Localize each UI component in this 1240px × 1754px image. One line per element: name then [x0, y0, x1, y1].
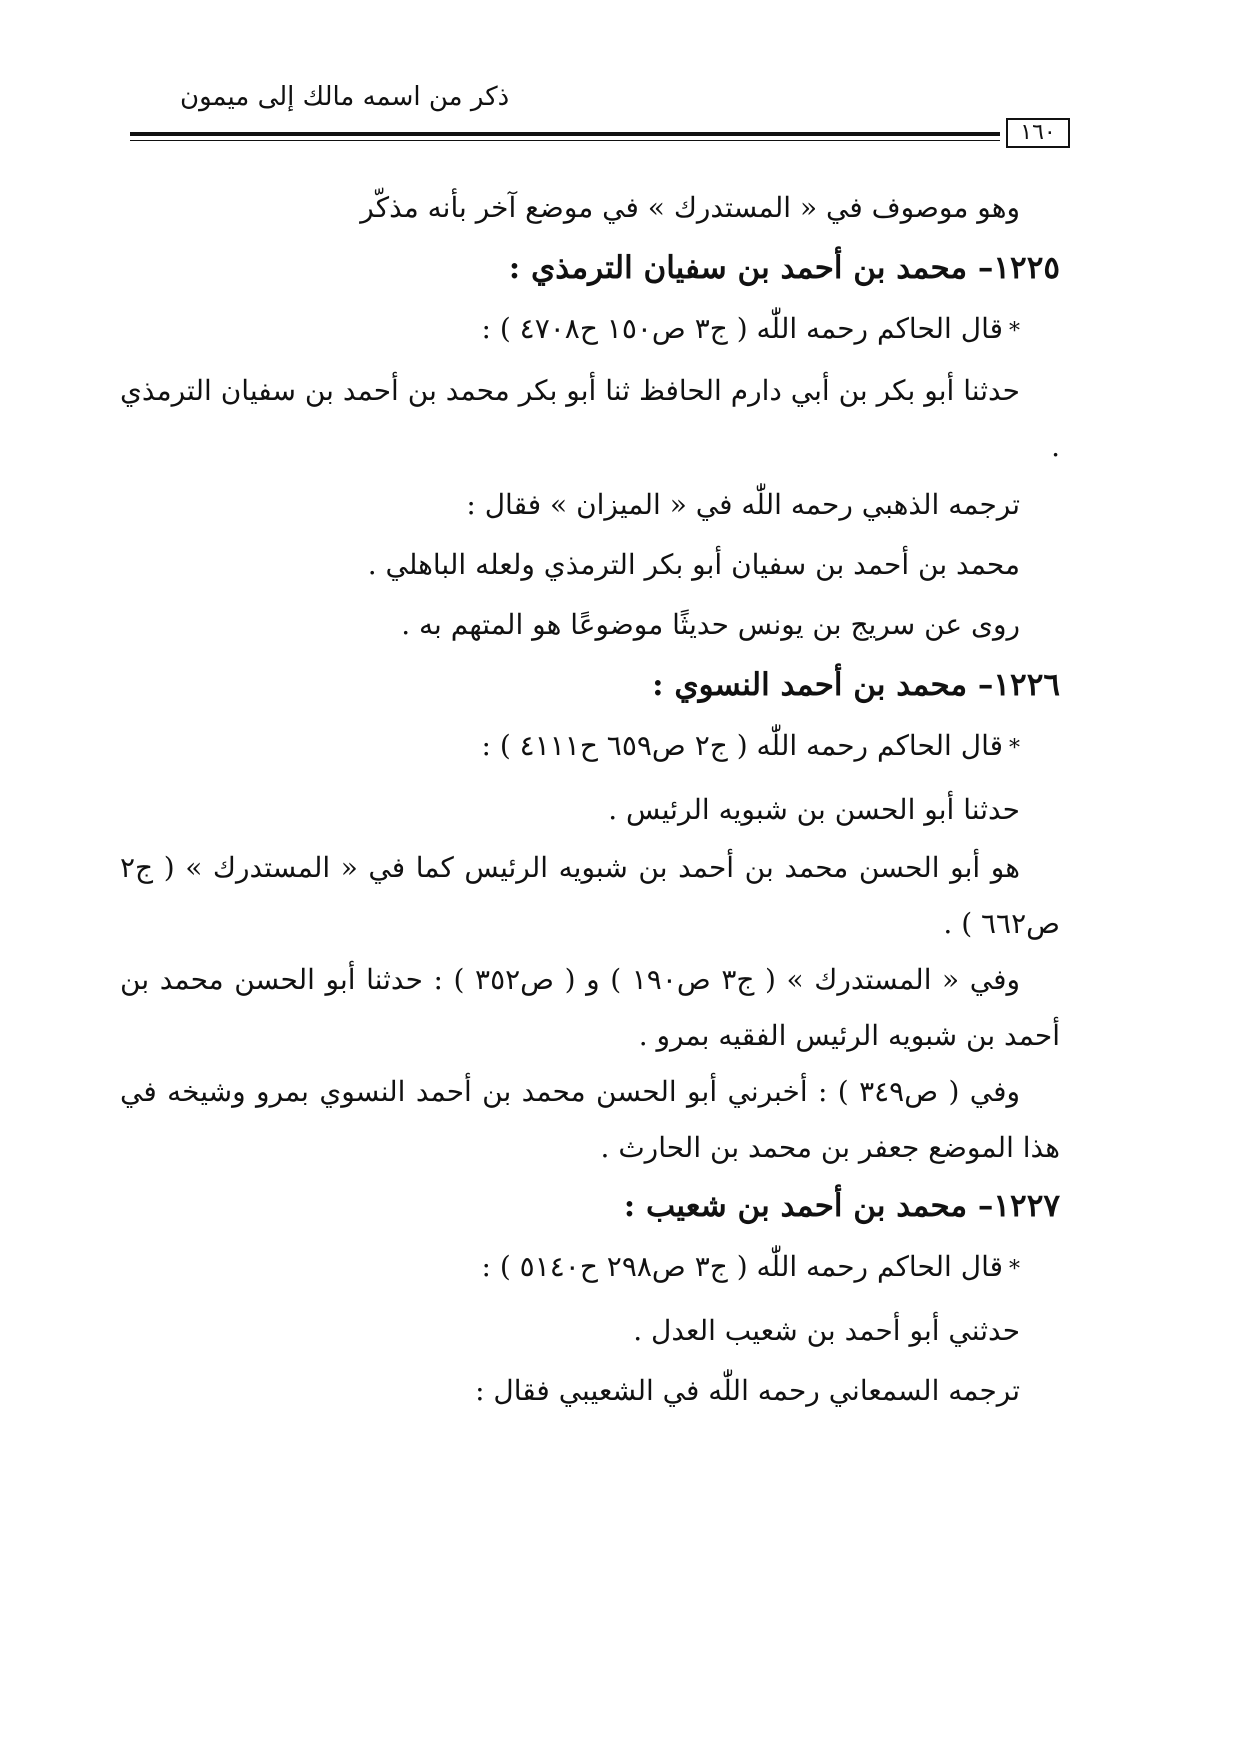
paragraph-text: وفي « المستدرك » ( ج٣ ص١٩٠ ) و ( ص٣٥٢ ) : حدثنا أبو الحسن محمد بن أحمد بن شبويه الرئيس الفقيه بمرو . — [120, 963, 1060, 1052]
asterisk-marker: * — [1009, 1257, 1020, 1282]
paragraph: محمد بن أحمد بن سفيان أبو بكر الترمذي ولعله الباهلي . — [367, 548, 1020, 581]
source-citation — [120, 298, 1060, 363]
paragraph-text: وفي ( ص٣٤٩ ) : أخبرني أبو الحسن محمد بن أحمد النسوي بمرو وشيخه في هذا الموضع جعفر بن محمد بن الحارث . — [120, 1075, 1060, 1164]
header-rule-thin — [130, 140, 1000, 141]
asterisk-marker: * — [1009, 736, 1020, 761]
source-citation-text: قال الحاكم رحمه اللّٰه ( ج٣ ص٢٩٨ ح٥١٤٠ ) : — [481, 1250, 1003, 1283]
paragraph — [120, 1064, 1060, 1176]
paragraph — [120, 363, 1060, 475]
paragraph: ترجمه السمعاني رحمه اللّٰه في الشعيبي فقال : — [475, 1374, 1020, 1407]
entry-heading-1226: ١٢٢٦– محمد بن أحمد النسوي : — [652, 667, 1060, 703]
header-title-wrap — [180, 80, 1060, 114]
running-header-title: ذكر من اسمه مالك إلى ميمون — [180, 82, 510, 112]
paragraph: حدثني أبو أحمد بن شعيب العدل . — [633, 1314, 1020, 1347]
asterisk-marker: * — [1009, 319, 1020, 344]
page-body — [120, 178, 1060, 1421]
page-number: ١٦٠ — [1006, 118, 1070, 148]
entry-heading-1225: ١٢٢٥– محمد بن أحمد بن سفيان الترمذي : — [508, 250, 1060, 286]
paragraph — [120, 952, 1060, 1064]
paragraph: وهو موصوف في « المستدرك » في موضع آخر بأنه مذكّر — [360, 191, 1020, 224]
paragraph: حدثنا أبو الحسن بن شبويه الرئيس . — [608, 793, 1020, 826]
header-rule-thick — [130, 132, 1000, 136]
paragraph: ترجمه الذهبي رحمه اللّٰه في « الميزان » فقال : — [466, 488, 1020, 521]
paragraph — [120, 840, 1060, 952]
source-citation — [120, 1236, 1060, 1301]
running-header — [180, 80, 1060, 114]
paragraph: روى عن سريج بن يونس حديثًا موضوعًا هو المتهم به . — [401, 608, 1020, 641]
paragraph-text: هو أبو الحسن محمد بن أحمد بن شبويه الرئيس كما في « المستدرك » ( ج٢ ص٦٦٢ ) . — [120, 851, 1060, 940]
source-citation-text: قال الحاكم رحمه اللّٰه ( ج٣ ص١٥٠ ح٤٧٠٨ ) : — [481, 312, 1003, 345]
source-citation-text: قال الحاكم رحمه اللّٰه ( ج٢ ص٦٥٩ ح٤١١١ ) : — [481, 729, 1003, 762]
paragraph-text: حدثنا أبو بكر بن أبي دارم الحافظ ثنا أبو بكر محمد بن أحمد بن سفيان الترمذي . — [120, 374, 1060, 463]
entry-heading-1227: ١٢٢٧– محمد بن أحمد بن شعيب : — [623, 1188, 1060, 1224]
header-rule — [130, 118, 1070, 148]
source-citation — [120, 715, 1060, 780]
